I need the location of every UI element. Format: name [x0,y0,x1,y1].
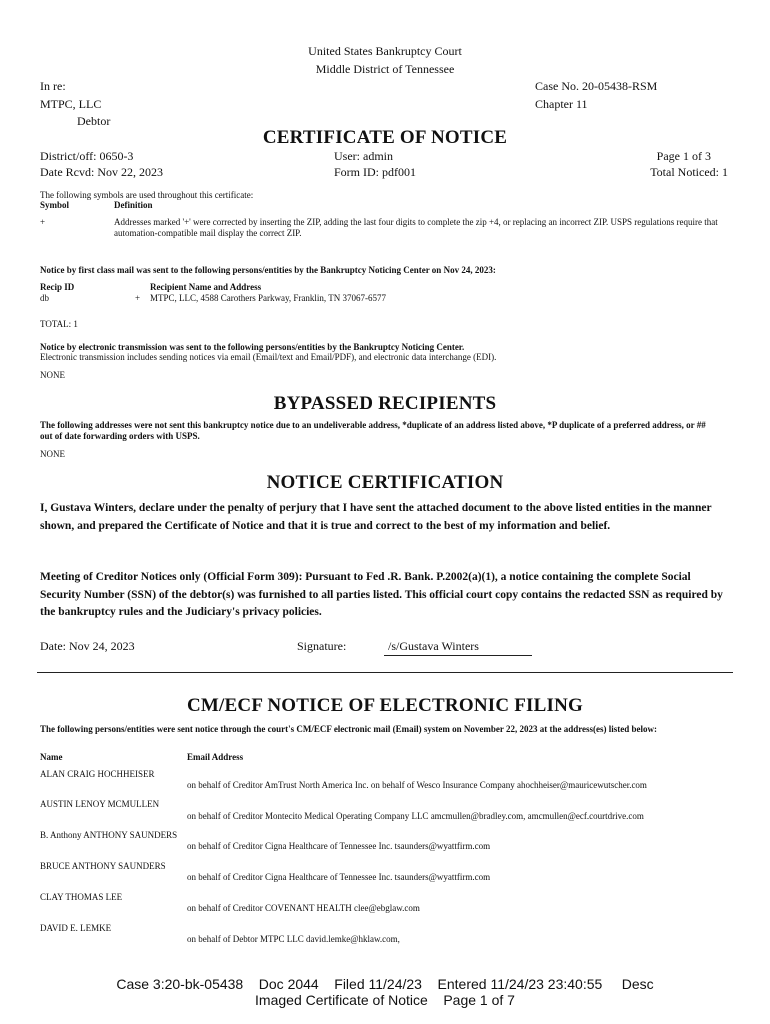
name-column-header: Name [40,752,63,762]
electronic-intro: Notice by electronic transmission was sent to the following persons/entities by the Bankruptcy Noticing Center. [40,342,465,352]
certification-heading: NOTICE CERTIFICATION [266,472,504,493]
symbol-plus-definition: Addresses marked '+' were corrected by inserting the ZIP, adding the last four digits to complete the zip +4, or replacing an incorrect ZIP. USPS regulations require that automation-compatible mail display the correct ZIP. [114,217,718,238]
signature-label: Signature: [297,639,347,653]
cmecf-recipient-name: CLAY THOMAS LEE [40,892,123,902]
cmecf-recipient-detail: on behalf of Creditor Cigna Healthcare of Tennessee Inc. tsaunders@wyattfirm.com [187,872,491,882]
section-divider [37,672,733,673]
cmecf-recipient-name: DAVID E. LEMKE [40,923,112,933]
debtor-role: Debtor [77,114,111,128]
court-district: Middle District of Tennessee [315,62,455,76]
cmecf-intro: The following persons/entities were sent notice through the court's CM/ECF electronic mail (Email) system on November 22, 2023 at the address(es) listed below: [40,724,658,734]
bypassed-heading: BYPASSED RECIPIENTS [273,393,497,414]
recipient-address: MTPC, LLC, 4588 Carothers Parkway, Franklin, TN 37067-6577 [150,293,386,303]
recip-id-header: Recip ID [40,282,75,292]
cmecf-recipient-detail: on behalf of Creditor COVENANT HEALTH clee@ebglaw.com [187,903,420,913]
electronic-none: NONE [40,370,65,380]
recip-id: db [40,293,49,303]
in-re-label: In re: [40,79,66,93]
district-office: District/off: 0650-3 [40,149,134,163]
date-received: Date Rcvd: Nov 22, 2023 [40,165,163,179]
filing-stamp-line2: Imaged Certificate of Notice Page 1 of 7 [255,992,515,1008]
bypassed-text: The following addresses were not sent this bankruptcy notice due to an undeliverable address, *duplicate of an address listed above, *P duplicate of a preferred address, or ## out of date forwarding orders with USPS. [40,420,706,441]
cmecf-recipient-name: ALAN CRAIG HOCHHEISER [40,769,155,779]
page-count: Page 1 of 3 [656,149,711,163]
first-class-intro: Notice by first class mail was sent to the following persons/entities by the Bankruptcy Noticing Center on Nov 24, 2023: [40,265,496,275]
symbol-plus: + [40,217,46,227]
signature-line [384,655,532,656]
certification-date: Date: Nov 24, 2023 [40,639,135,653]
certification-declaration: I, Gustava Winters, declare under the penalty of perjury that I have sent the attached document to the above listed entities in the manner shown, and prepared the Certificate of Notice and that it is true and correct to the best of my information and belief. [40,502,712,532]
cmecf-recipient-detail: on behalf of Creditor AmTrust North America Inc. on behalf of Wesco Insurance Company ahochheiser@mauricewutscher.com [187,780,647,790]
first-class-total: TOTAL: 1 [40,319,78,329]
symbols-intro: The following symbols are used throughout this certificate: [40,190,254,200]
cmecf-recipient-name: AUSTIN LENOY MCMULLEN [40,799,160,809]
electronic-note: Electronic transmission includes sending notices via email (Email/text and Email/PDF), and electronic data interchange (EDI). [40,352,497,362]
cmecf-heading: CM/ECF NOTICE OF ELECTRONIC FILING [187,695,583,716]
definition-column-header: Definition [114,200,153,210]
cmecf-recipient-detail: on behalf of Debtor MTPC LLC david.lemke@hklaw.com, [187,934,400,944]
court-name: United States Bankruptcy Court [308,44,462,58]
recip-mark: + [135,293,141,303]
cmecf-recipient-name: BRUCE ANTHONY SAUNDERS [40,861,166,871]
document-title: CERTIFICATE OF NOTICE [262,127,508,148]
user: User: admin [334,149,393,163]
filing-stamp-line1: Case 3:20-bk-05438 Doc 2044 Filed 11/24/23 Entered 11/24/23 23:40:55 Desc [116,976,654,992]
signature-value: /s/Gustava Winters [388,639,479,653]
cmecf-recipient-detail: on behalf of Creditor Cigna Healthcare of Tennessee Inc. tsaunders@wyattfirm.com [187,841,491,851]
email-column-header: Email Address [187,752,244,762]
chapter: Chapter 11 [535,97,588,111]
form-id: Form ID: pdf001 [334,165,416,179]
symbol-column-header: Symbol [40,200,70,210]
bypassed-none: NONE [40,449,65,459]
cmecf-recipient-detail: on behalf of Creditor Montecito Medical Operating Company LLC amcmullen@bradley.com, amcmullen@ecf.courtdrive.com [187,811,644,821]
debtor-name: MTPC, LLC [40,97,102,111]
meeting-of-creditors-notice: Meeting of Creditor Notices only (Official Form 309): Pursuant to Fed .R. Bank. P.2002(a)(1), a notice containing the complete Social Security Number (SSN) of the debtor(s) was furnished to all parties listed. This official court copy contains the redacted SSN as required by the bankruptcy rules and the Judiciary's privacy policies. [40,571,723,618]
cmecf-recipient-name: B. Anthony ANTHONY SAUNDERS [40,830,178,840]
total-noticed: Total Noticed: 1 [650,165,728,179]
recipient-header: Recipient Name and Address [150,282,262,292]
case-number: Case No. 20-05438-RSM [535,79,658,93]
